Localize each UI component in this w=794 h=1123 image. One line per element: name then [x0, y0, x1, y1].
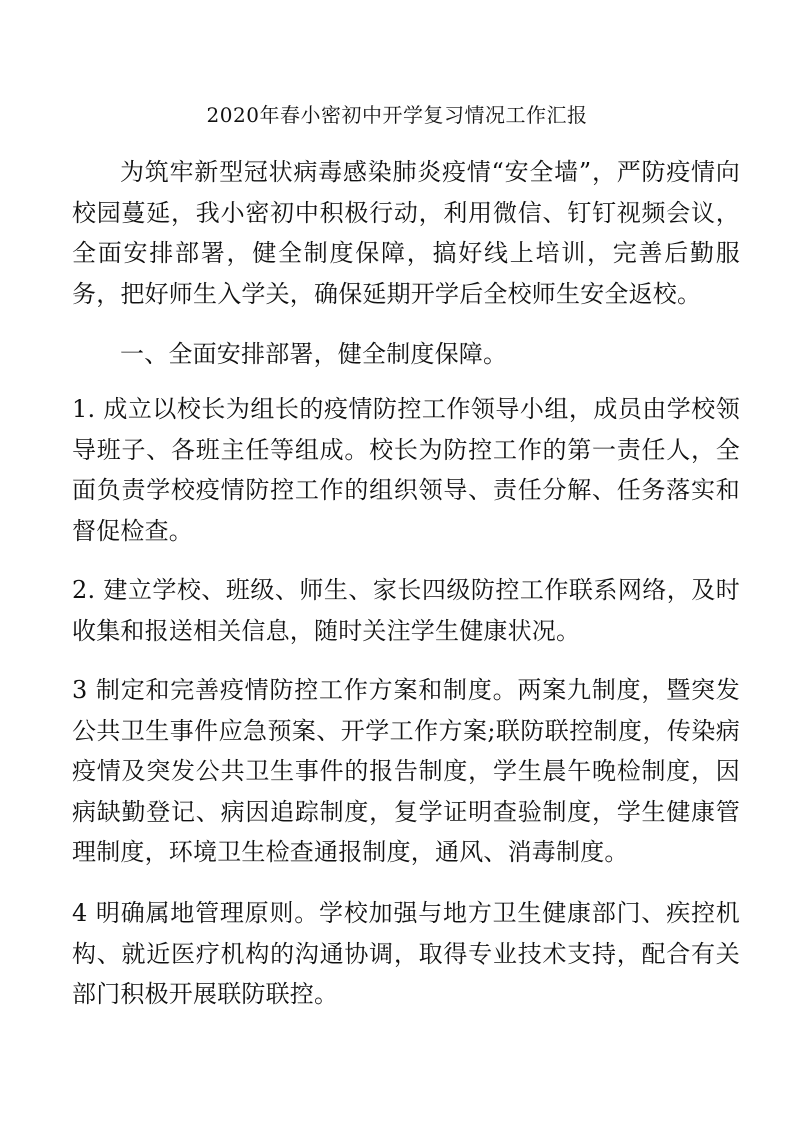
document-title: 2020年春小密初中开学复习情况工作汇报 — [206, 103, 588, 127]
intro-paragraph: 为筑牢新型冠状病毒感染肺炎疫情“安全墙”，严防疫情向校园蔓延，我小密初中积极行动，利用微信、钉钉视频会议，全面安排部署，健全制度保障，搞好线上培训，完善后勤服务，把好师生入学关，确保延期开学后全校师生安全返校。 — [72, 158, 740, 308]
list-item: 2. 建立学校、班级、师生、家长四级防控工作联系网络，及时收集和报送相关信息，随时关注学生健康状况。 — [72, 576, 740, 645]
list-item: 3 制定和完善疫情防控工作方案和制度。两案九制度，暨突发公共卫生事件应急预案、开学工作方案;联防联控制度，传染病疫情及突发公共卫生事件的报告制度，学生晨午晚检制度，因病缺勤登记、病因追踪制度，复学证明查验制度，学生健康管理制度，环境卫生检查通报制度，通风、消毒制度。 — [72, 676, 740, 866]
list-item: 4 明确属地管理原则。学校加强与地方卫生健康部门、疾控机构、就近医疗机构的沟通协调，取得专业技术支持，配合有关部门积极开展联防联控。 — [72, 899, 740, 1008]
section-heading: 一、全面安排部署，健全制度保障。 — [120, 340, 508, 368]
list-item: 1. 成立以校长为组长的疫情防控工作领导小组，成员由学校领导班子、各班主任等组成。校长为防控工作的第一责任人，全面负责学校疫情防控工作的组织领导、责任分解、任务落实和督促检查。 — [72, 395, 740, 545]
